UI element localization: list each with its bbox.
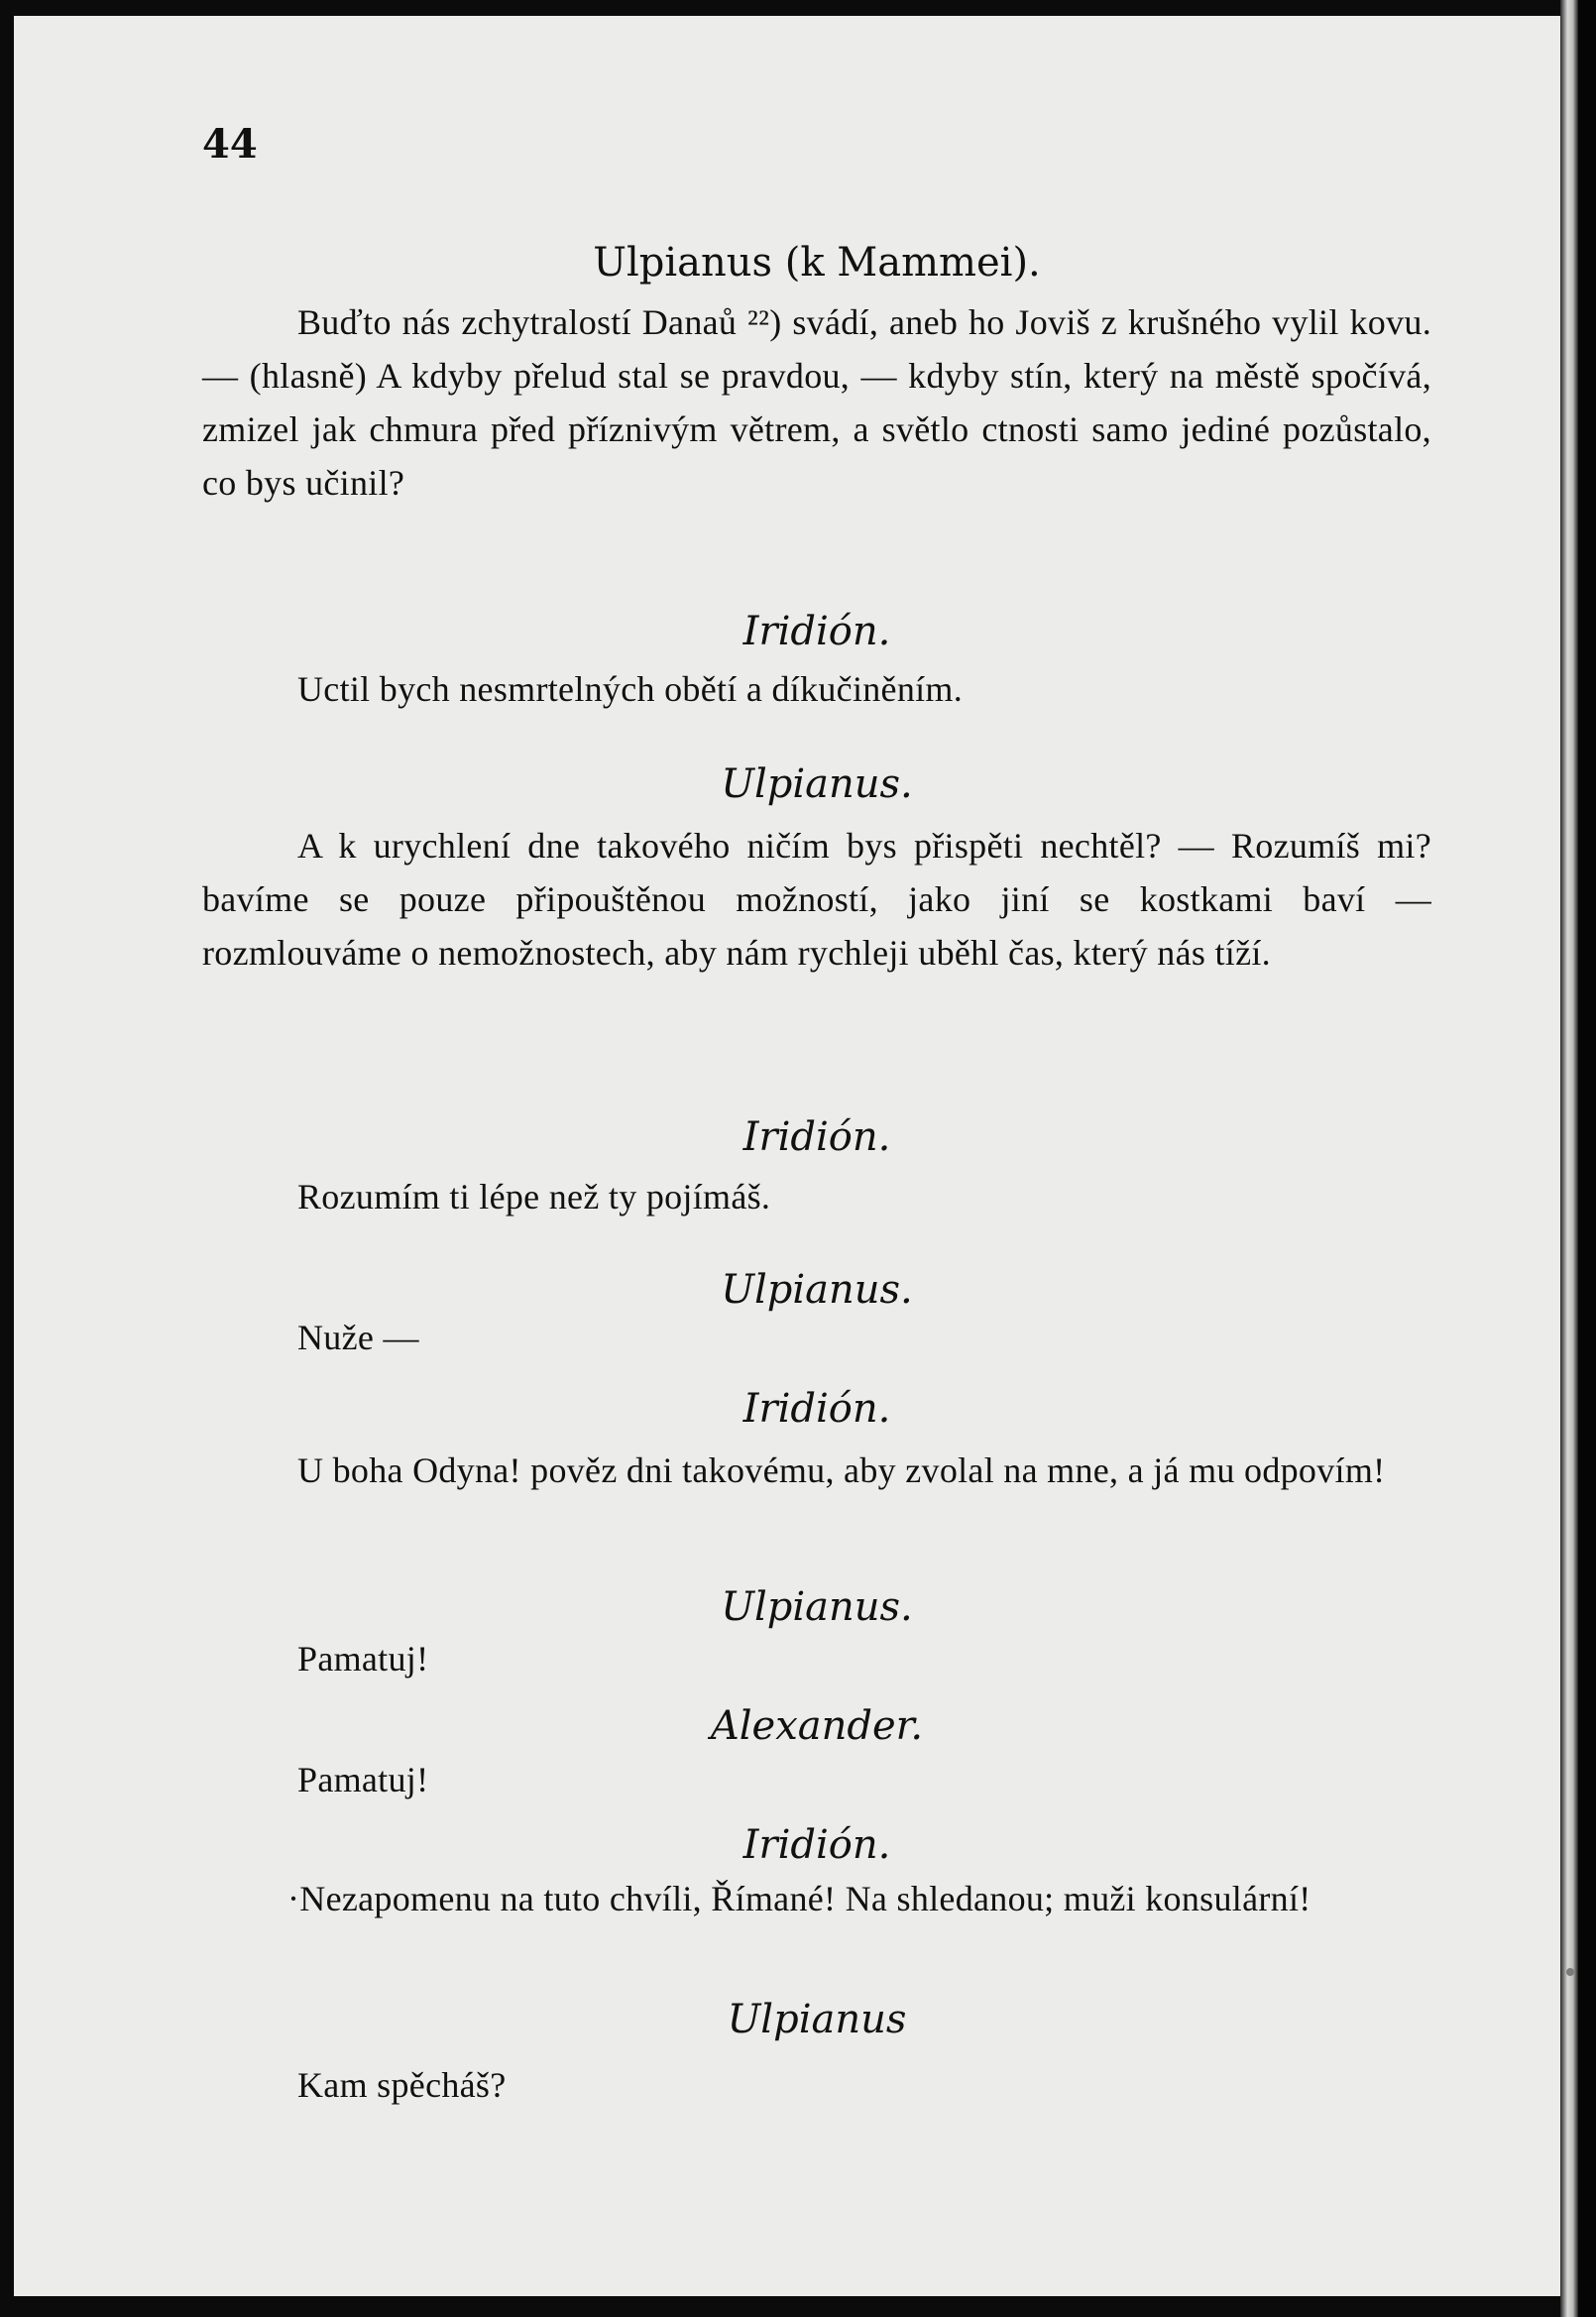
speech-text: Uctil bych nesmrtelných obětí a díkučiněním. — [297, 669, 964, 709]
page-number: 44 — [202, 121, 258, 168]
speech-text: Pamatuj! — [297, 1639, 429, 1679]
speaker-label: Ulpianus (k Mammei). — [593, 240, 1041, 286]
speaker-label: Iridión. — [742, 1386, 891, 1432]
speech-text: Nuže — — [297, 1318, 419, 1357]
speech-text: Kam spěcháš? — [297, 2065, 507, 2105]
speaker-label: Alexander. — [710, 1703, 924, 1749]
speaker-label: Ulpianus. — [721, 1267, 913, 1313]
speech-text: Pamatuj! — [297, 1760, 429, 1799]
speech-text: Rozumím ti lépe než ty pojímáš. — [297, 1177, 771, 1216]
speaker-label: Ulpianus — [727, 1997, 907, 2042]
speech-text: A k urychlení dne takového ničím bys přispěti nechtěl? — Rozumíš mi? bavíme se pouze připouštěnou možností, jako jiní se kostkami baví — rozmlouváme o nemožnostech, aby nám rychleji uběhl čas, který nás tíží. — [202, 826, 1431, 973]
speaker-label: Iridión. — [742, 609, 891, 654]
speaker-label: Iridión. — [742, 1114, 891, 1160]
scan-border — [1578, 0, 1596, 2317]
speech-text: ·Nezapomenu na tuto chvíli, Římané! Na shledanou; muži konsulární! — [287, 1879, 1311, 1918]
book-page — [14, 16, 1560, 2296]
speaker-label: Iridión. — [742, 1822, 891, 1868]
speaker-label: Ulpianus. — [721, 761, 913, 807]
edge-mark — [1566, 1968, 1574, 1976]
speech-text: U boha Odyna! pověz dni takovému, aby zvolal na mne, a já mu odpovím! — [297, 1450, 1386, 1490]
speaker-label: Ulpianus. — [721, 1584, 913, 1630]
speech-text: Buďto nás zchytralostí Danaů ²²) svádí, aneb ho Joviš z krušného vylil kovu. — (hlasně) A kdyby přelud stal se pravdou, — kdyby stín, který na městě spočívá, zmizel jak chmura před příznivým větrem, a světlo ctnosti samo jediné pozůstalo, co bys učinil? — [202, 302, 1431, 503]
